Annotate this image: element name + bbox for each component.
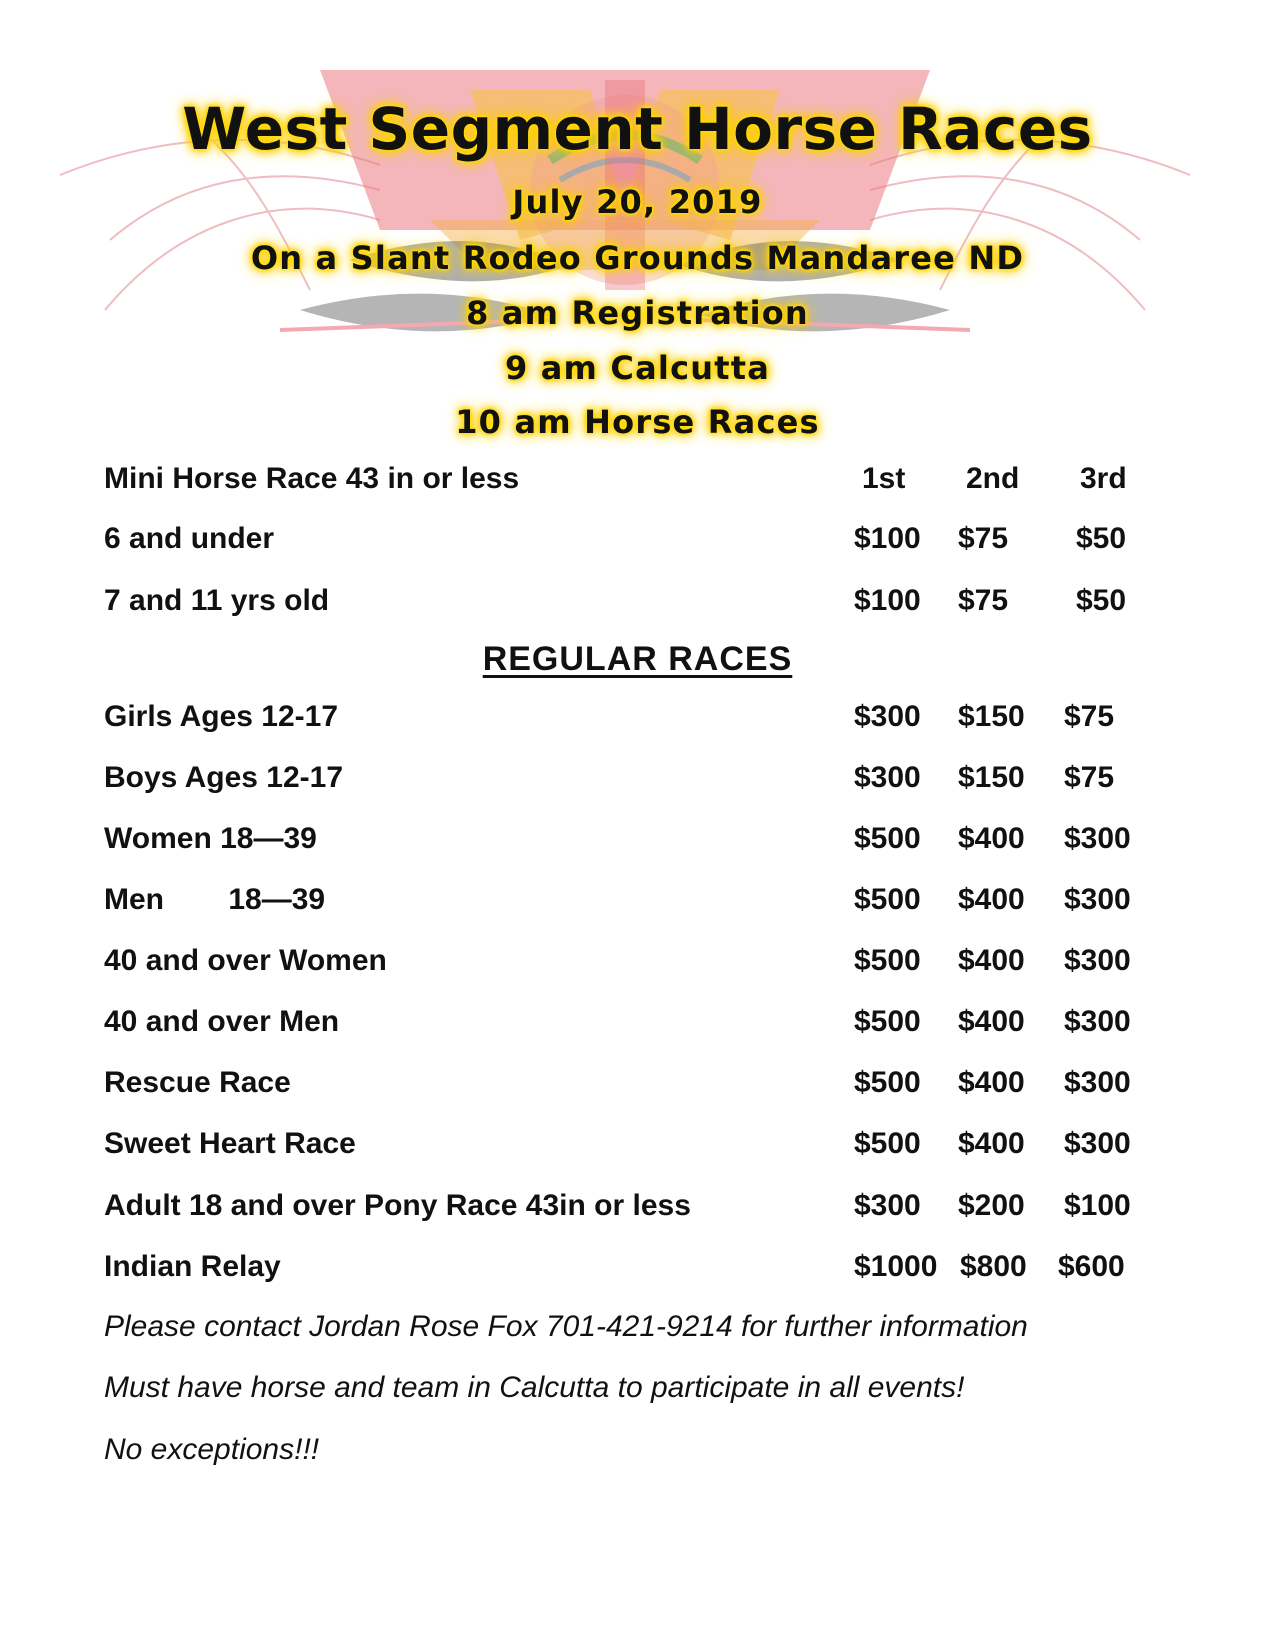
race-label-ages: 18—39 xyxy=(228,883,326,916)
third-prize: $50 xyxy=(1076,584,1127,617)
calcutta-time: 9 am Calcutta xyxy=(504,349,771,387)
second-prize: $400 xyxy=(958,883,1025,916)
prize-row xyxy=(104,944,1194,984)
event-venue: On a Slant Rodeo Grounds Mandaree ND xyxy=(250,239,1025,277)
event-title: West Segment Horse Races xyxy=(182,95,1093,163)
race-label: Boys Ages 12-17 xyxy=(104,761,344,794)
second-prize: $400 xyxy=(958,1005,1025,1038)
third-prize: $300 xyxy=(1064,1127,1131,1160)
prize-row xyxy=(104,1127,1194,1167)
second-prize: $400 xyxy=(958,944,1025,977)
prize-row xyxy=(104,584,1194,624)
races-start-time: 10 am Horse Races xyxy=(455,403,820,441)
no-exceptions-note: No exceptions!!! xyxy=(104,1433,320,1466)
third-prize: $100 xyxy=(1064,1189,1131,1222)
first-prize: $500 xyxy=(854,822,921,855)
second-prize: $150 xyxy=(958,761,1025,794)
prize-row xyxy=(104,1189,1194,1229)
race-label: Women 18—39 xyxy=(104,822,317,855)
race-label: 40 and over Women xyxy=(104,944,387,977)
race-label: Men xyxy=(104,883,164,916)
prize-row xyxy=(104,522,1194,562)
place-header-3rd: 3rd xyxy=(1080,462,1127,495)
registration-time: 8 am Registration xyxy=(466,294,809,332)
first-prize: $100 xyxy=(854,522,921,555)
race-label: Girls Ages 12-17 xyxy=(104,700,339,733)
third-prize: $75 xyxy=(1064,700,1115,733)
prize-row xyxy=(104,1250,1194,1290)
regular-races-heading: REGULAR RACES xyxy=(482,640,793,678)
third-prize: $300 xyxy=(1064,1005,1131,1038)
event-date: July 20, 2019 xyxy=(512,183,763,221)
contact-note: Please contact Jordan Rose Fox 701-421-9214 for further information xyxy=(104,1310,1028,1343)
first-prize: $500 xyxy=(854,944,921,977)
race-label: Rescue Race xyxy=(104,1066,291,1099)
second-prize: $400 xyxy=(958,1066,1025,1099)
third-prize: $300 xyxy=(1064,822,1131,855)
first-prize: $500 xyxy=(854,1005,921,1038)
third-prize: $300 xyxy=(1064,1066,1131,1099)
prize-row xyxy=(104,700,1194,740)
third-prize: $300 xyxy=(1064,944,1131,977)
prize-row xyxy=(104,822,1194,862)
prize-row xyxy=(104,1066,1194,1106)
race-label: 40 and over Men xyxy=(104,1005,340,1038)
second-prize: $75 xyxy=(958,522,1009,555)
second-prize: $400 xyxy=(958,822,1025,855)
first-prize: $300 xyxy=(854,761,921,794)
first-prize: $500 xyxy=(854,1127,921,1160)
second-prize: $200 xyxy=(958,1189,1025,1222)
third-prize: $300 xyxy=(1064,883,1131,916)
place-header-1st: 1st xyxy=(862,462,906,495)
second-prize: $400 xyxy=(958,1127,1025,1160)
first-prize: $500 xyxy=(854,1066,921,1099)
mini-race-header-row xyxy=(104,462,1194,502)
mini-race-heading: Mini Horse Race 43 in or less xyxy=(104,462,520,495)
first-prize: $100 xyxy=(854,584,921,617)
race-label: 6 and under xyxy=(104,522,275,555)
race-label-group xyxy=(104,883,325,917)
second-prize: $800 xyxy=(960,1250,1027,1283)
first-prize: $500 xyxy=(854,883,921,916)
prize-row xyxy=(104,883,1194,923)
place-header-2nd: 2nd xyxy=(966,462,1020,495)
third-prize: $600 xyxy=(1058,1250,1125,1283)
third-prize: $75 xyxy=(1064,761,1115,794)
second-prize: $150 xyxy=(958,700,1025,733)
third-prize: $50 xyxy=(1076,522,1127,555)
second-prize: $75 xyxy=(958,584,1009,617)
calcutta-requirement-note: Must have horse and team in Calcutta to participate in all events! xyxy=(104,1371,965,1404)
race-label: Indian Relay xyxy=(104,1250,281,1283)
first-prize: $300 xyxy=(854,700,921,733)
first-prize: $1000 xyxy=(854,1250,938,1283)
prize-row xyxy=(104,761,1194,801)
race-label: 7 and 11 yrs old xyxy=(104,584,330,617)
race-label: Sweet Heart Race xyxy=(104,1127,356,1160)
first-prize: $300 xyxy=(854,1189,921,1222)
race-label: Adult 18 and over Pony Race 43in or less xyxy=(104,1189,691,1222)
prize-row xyxy=(104,1005,1194,1045)
